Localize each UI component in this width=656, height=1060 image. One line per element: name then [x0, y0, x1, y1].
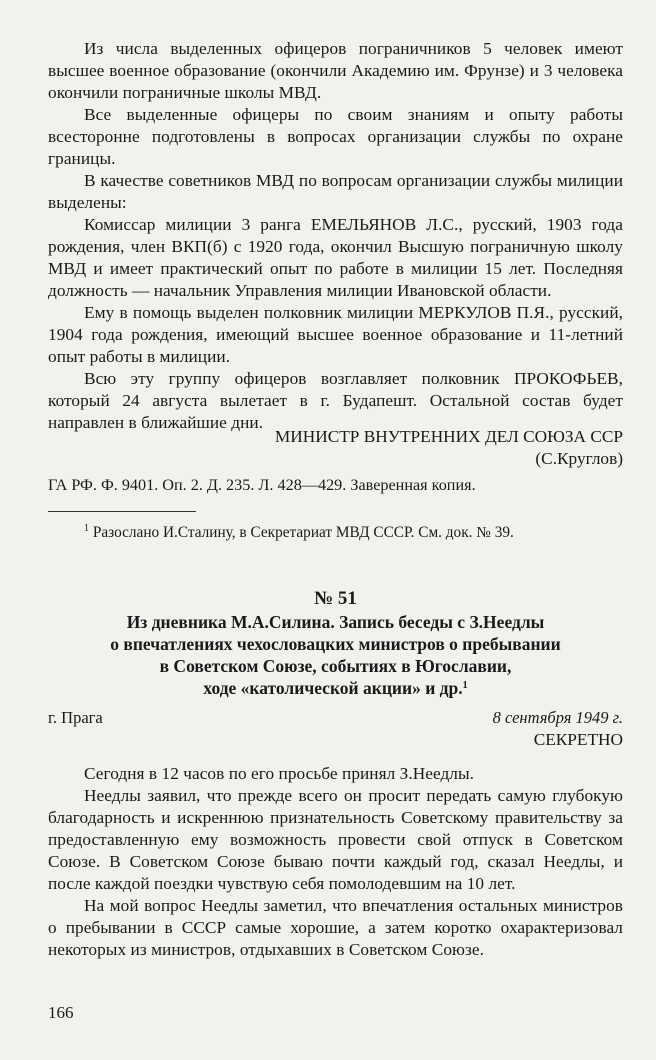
paragraph: В качестве советников МВД по вопросам организации службы милиции выделены: [48, 171, 623, 212]
page-number: 166 [48, 1003, 74, 1022]
date: 8 сентября 1949 г. [492, 708, 623, 727]
archive-reference-block [48, 475, 623, 495]
classification-stamp: СЕКРЕТНО [533, 730, 623, 749]
paragraph: Сегодня в 12 часов по его просьбе принял З.Неедлы. [84, 764, 475, 783]
document-title-line: о впечатлениях чехословацких министров о пребывании [110, 634, 561, 654]
bottom-text-block [48, 763, 623, 961]
paragraph: Все выделенные офицеры по своим знаниям и опыту работы всесторонне подготовлены в вопросах организации службы по охране границы. [48, 105, 623, 168]
top-text-block [48, 38, 623, 434]
place-date-block [48, 707, 623, 751]
title-footnote-marker: 1 [462, 680, 468, 691]
paragraph: Неедлы заявил, что прежде всего он просит передать самую глубокую благодарность и искреннюю признательность Советскому правительству за предоставленную ему возможность провести свой отпуск в Советском Союзе. В Советском Союзе бываю почти каждый год, сказал Неедлы, и после каждой поездки чувствую себя помолодевшим на 10 лет. [48, 786, 623, 893]
document-heading [48, 587, 623, 699]
signatory-title: МИНИСТР ВНУТРЕННИХ ДЕЛ СОЮЗА ССР [274, 427, 623, 446]
paragraph: На мой вопрос Неедлы заметил, что впечатления остальных министров о пребывании в СССР самые хорошие, а затем коротко охарактеризовал некоторых из министров, отдыхавших в Советском Союзе. [48, 896, 623, 959]
footnote-divider [48, 511, 196, 512]
footnote [48, 523, 623, 543]
signature-block [48, 426, 623, 470]
document-title-line [48, 677, 623, 699]
paragraph: Всю эту группу офицеров возглавляет полковник ПРОКОФЬЕВ, который 24 августа вылетает в г. Будапешт. Остальной состав будет направлен в ближайшие дни. [48, 369, 623, 432]
archive-reference: ГА РФ. Ф. 9401. Оп. 2. Д. 235. Л. 428—429. Заверенная копия. [48, 476, 476, 494]
document-title-line-text: ходе «католической акции» и др. [203, 678, 463, 698]
place: г. Прага [48, 708, 103, 727]
footnote-marker: 1 [84, 523, 89, 534]
document-title-line: Из дневника М.А.Силина. Запись беседы с З.Неедлы [126, 612, 545, 632]
document-title-line: в Советском Союзе, событиях в Югославии, [159, 656, 512, 676]
paragraph: Ему в помощь выделен полковник милиции МЕРКУЛОВ П.Я., русский, 1904 года рождения, имеющий высшее военное образование и 11-летний опыт работы в милиции. [48, 303, 623, 366]
place-date-row [48, 707, 623, 729]
footnote-text: Разослано И.Сталину, в Секретариат МВД СССР. См. док. № 39. [92, 524, 514, 541]
paragraph: Комиссар милиции 3 ранга ЕМЕЛЬЯНОВ Л.С., русский, 1903 года рождения, член ВКП(б) с 1920 года, окончил Высшую пограничную школу МВД и имеет практический опыт по работе в милиции 15 лет. Последняя должность — начальник Управления милиции Ивановской области. [48, 215, 623, 300]
paragraph: Из числа выделенных офицеров пограничников 5 человек имеют высшее военное образование (окончили Академию им. Фрунзе) и 3 человека окончили пограничные школы МВД. [48, 39, 623, 102]
signatory-name: (С.Круглов) [535, 449, 623, 468]
footnote-block [48, 523, 623, 543]
document-number: № 51 [314, 588, 357, 609]
